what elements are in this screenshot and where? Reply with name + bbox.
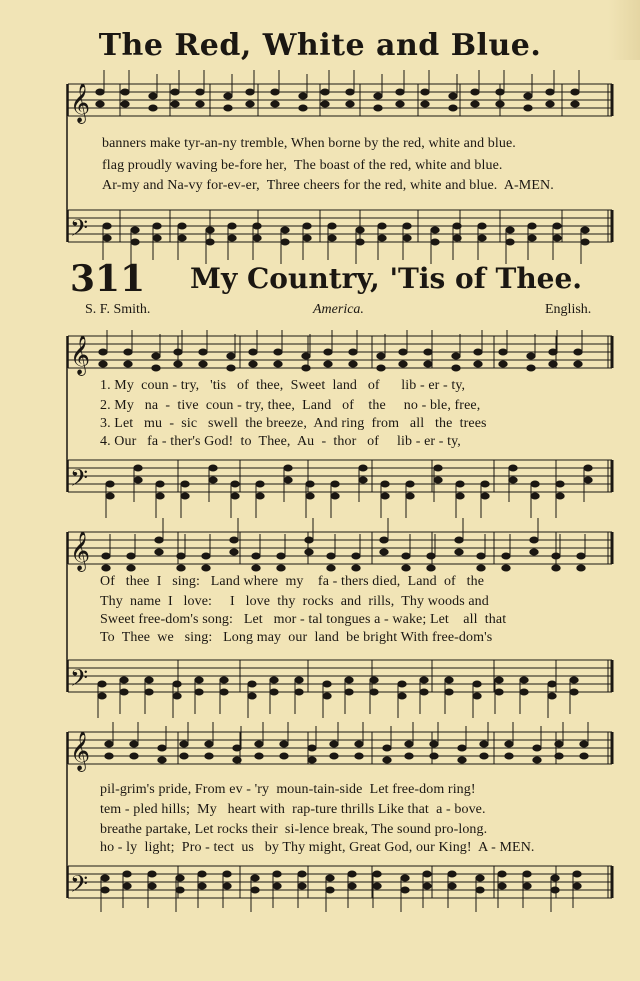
- top-hymn-title: The Red, White and Blue.: [98, 28, 542, 63]
- svg-text:𝄢: 𝄢: [70, 214, 89, 247]
- top-lyric-line-3: Ar-my and Na-vy for-ev-er, Three cheers for the red, white and blue. A-MEN.: [102, 178, 554, 193]
- hymn-number: 311: [70, 258, 146, 300]
- svg-text:𝄢: 𝄢: [70, 664, 89, 697]
- clefs-and-signatures: [70, 83, 90, 903]
- top-lyric-line-2: flag proudly waving be-fore her, The boast of the red, white and blue.: [102, 158, 503, 173]
- staff-lines: [67, 84, 612, 898]
- top-lyric-line-1: banners make tyr-an-ny tremble, When borne by the red, white and blue.: [102, 136, 516, 151]
- sys3-lyric-line-3: breathe partake, Let rocks their si-lence break, The sound pro-long.: [100, 822, 488, 837]
- sys3-lyric-line-1: pil-grim's pride, From ev - 'ry moun-tain-side Let free-dom ring!: [100, 782, 476, 797]
- origin-credit: English.: [545, 302, 592, 317]
- svg-text:𝄞: 𝄞: [70, 335, 91, 375]
- sys2-lyric-line-1: Of thee I sing: Land where my fa - thers died, Land of the: [100, 574, 485, 589]
- svg-text:𝄢: 𝄢: [70, 464, 89, 497]
- sys1-lyric-line-2: 2. My na - tive coun - try, thee, Land of the no - ble, free,: [100, 398, 481, 413]
- sys1-lyric-line-1: 1. My coun - try, 'tis of thee, Sweet land of lib - er - ty,: [100, 378, 466, 393]
- svg-text:𝄞: 𝄞: [70, 531, 91, 571]
- sys3-lyric-line-4: ho - ly light; Pro - tect us by Thy might, Great God, our King! A - MEN.: [100, 840, 535, 855]
- sys2-lyric-line-4: To Thee we sing: Long may our land be bright With free-dom's: [100, 630, 493, 645]
- author-credit: S. F. Smith.: [85, 302, 151, 317]
- tune-name: America.: [313, 302, 364, 317]
- sys1-lyric-line-4: 4. Our fa - ther's God! to Thee, Au - thor of lib - er - ty,: [100, 434, 461, 449]
- sys1-lyric-line-3: 3. Let mu - sic swell the breeze, And ring from all the trees: [100, 416, 487, 431]
- svg-text:𝄢: 𝄢: [70, 870, 89, 903]
- hymn-title: My Country, 'Tis of Thee.: [190, 262, 583, 295]
- svg-text:𝄞: 𝄞: [70, 731, 91, 771]
- sys2-lyric-line-2: Thy name I love: I love thy rocks and rills, Thy woods and: [100, 594, 489, 609]
- sys2-lyric-line-3: Sweet free-dom's song: Let mor - tal tongues a - wake; Let all that: [100, 612, 507, 627]
- svg-text:𝄞: 𝄞: [70, 83, 91, 123]
- note-heads: [96, 70, 592, 912]
- sys3-lyric-line-2: tem - pled hills; My heart with rap-ture thrills Like that a - bove.: [100, 802, 486, 817]
